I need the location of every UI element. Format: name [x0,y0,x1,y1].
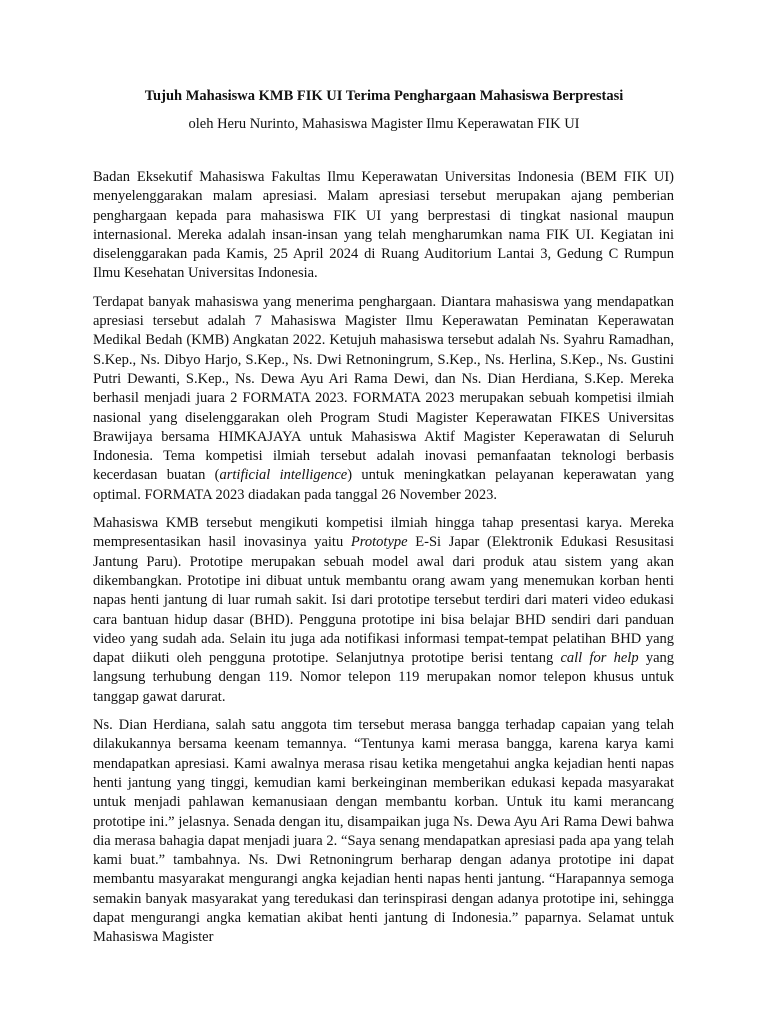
paragraph-3-italic-2: call for help [560,650,639,667]
paragraph-3-text-a: Mahasiswa KMB tersebut mengikuti kompetisi ilmiah hingga tahap presentasi karya. Mereka mempresentasikan hasil inovasinya yaitu [93,515,674,551]
paragraph-3-text-c: yang langsung terhubung dengan 119. Nomor telepon 119 merupakan nomor telepon khusus untuk tanggap gawat darurat. [93,650,675,705]
paragraph-3-text-b: E-Si Japar (Elektronik Edukasi Resusitasi Jantung Paru). Prototipe merupakan sebuah model awal dari produk atau sistem yang akan dikembangkan. Prototipe ini dibuat untuk membantu orang awam yang menemukan korban henti napas henti jantung di luar rumah sakit. Isi dari prototipe tersebut terdiri dari materi video edukasi cara bantuan hidup dasar (BHD). Pengguna prototipe ini bisa belajar BHD sendiri dari panduan video yang sudah ada. Selain itu juga ada notifikasi informasi tempat-tempat pelatihan BHD yang dapat diikuti oleh pengguna prototipe. Selanjutnya prototipe berisi tentang [93,534,674,667]
paragraph-3 [93,514,674,707]
article-body [93,168,674,957]
paragraph-4: Ns. Dian Herdiana, salah satu anggota tim tersebut merasa bangga terhadap capaian yang telah dilakukannya bersama keenam temannya. “Tentunya kami merasa bangga, karena karya kami mendapatkan apresiasi. Kami awalnya merasa risau ketika mengetahui angka kejadian henti napas henti jantung yang tinggi, kemudian kami berkeinginan memberikan edukasi kepada masyarakat untuk menjadi pahlawan kemanusiaan dengan membantu korban. Untuk itu kami merancang prototipe ini.” jelasnya. Senada dengan itu, disampaikan juga Ns. Dewa Ayu Ari Rama Dewi bahwa dia merasa bahagia dapat menjadi juara 2. “Saya senang mendapatkan apresiasi pada apa yang telah kami buat.” tambahnya. Ns. Dwi Retnoningrum berharap dengan adanya prototipe ini dapat membantu masyarakat mengurangi angka kejadian henti napas henti jantung. “Harapannya semoga semakin banyak masyarakat yang teredukasi dan terinspirasi dengan adanya prototipe ini, sehingga dapat mengurangi angka kematian akibat henti jantung di Indonesia.” paparnya. Selamat untuk Mahasiswa Magister [93,717,674,946]
paragraph-2-italic: artificial intelligence [219,467,348,484]
paragraph-2-text-a: Terdapat banyak mahasiswa yang menerima penghargaan. Diantara mahasiswa yang mendapatkan apresiasi tersebut adalah 7 Mahasiswa Magister Ilmu Keperawatan Peminatan Keperawatan Medikal Bedah (KMB) Angkatan 2022. Ketujuh mahasiswa tersebut adalah Ns. Syahru Ramadhan, S.Kep., Ns. Dibyo Harjo, S.Kep., Ns. Dwi Retnoningrum, S.Kep., Ns. Herlina, S.Kep., Ns. Gustini Putri Dewanti, S.Kep., Ns. Dewa Ayu Ari Rama Dewi, dan Ns. Dian Herdiana, S.Kep. Mereka berhasil menjadi juara 2 FORMATA 2023. FORMATA 2023 merupakan sebuah kompetisi ilmiah nasional yang diselenggarakan oleh Program Studi Magister Keperawatan FIKES Universitas Brawijaya bersama HIMKAJAYA untuk Mahasiswa Aktif Magister Keperawatan di Seluruh Indonesia. Tema kompetisi ilmiah tersebut adalah inovasi pemanfaatan teknologi berbasis kecerdasan buatan ( [93,293,674,484]
paragraph-1: Badan Eksekutif Mahasiswa Fakultas Ilmu Keperawatan Universitas Indonesia (BEM FIK UI) menyelenggarakan malam apresiasi. Malam apresiasi tersebut merupakan ajang pemberian penghargaan kepada para mahasiswa FIK UI yang berprestasi di tingkat nasional maupun internasional. Mereka adalah insan-insan yang telah mengharumkan nama FIK UI. Kegiatan ini diselenggarakan pada Kamis, 25 April 2024 di Ruang Auditorium Lantai 3, Gedung C Rumpun Ilmu Kesehatan Universitas Indonesia. [93,169,674,282]
paragraph-2-text-b: ) untuk meningkatkan pelayanan keperawatan yang optimal. FORMATA 2023 diadakan pada tanggal 26 November 2023. [93,467,674,503]
article-title: Tujuh Mahasiswa KMB FIK UI Terima Penghargaan Mahasiswa Berprestasi [144,88,624,104]
paragraph-3-italic-1: Prototype [350,534,408,551]
paragraph-2 [93,293,674,505]
article-byline: oleh Heru Nurinto, Mahasiswa Magister Ilmu Keperawatan FIK UI [188,116,580,132]
